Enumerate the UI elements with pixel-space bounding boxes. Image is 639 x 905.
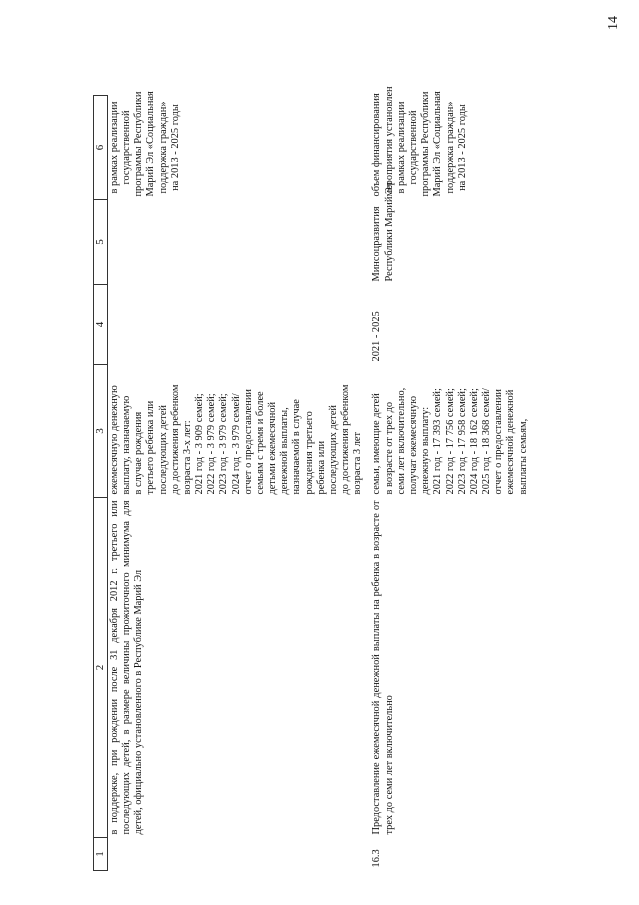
indicator-line: семьям с тремя и более — [254, 391, 266, 495]
indicator-line: 2022 год - 17 756 семей; — [444, 388, 456, 495]
source-line: Марий Эл «Социальная — [145, 91, 157, 197]
row-number — [107, 838, 365, 871]
measure-description: в поддержке, при рождении после 31 декабря 2012 г. третьего или последующих детей, в размере величины прожиточного минимума для детей, официально установленного в Республике Марий Эл — [108, 500, 145, 835]
indicator-line: третьего ребенка или — [145, 400, 157, 495]
indicator-line: 2024 год - 18 162 семей; — [468, 388, 480, 495]
indicator-line: 2022 год - 3 979 семей; — [206, 393, 218, 495]
indicator-line: возраста 3-х лет: — [181, 420, 193, 495]
source-line: поддержка граждан» — [444, 101, 456, 194]
table-row — [365, 96, 530, 871]
indicator-line: детьми ежемесячной — [267, 401, 279, 495]
indicator-line: до достижения ребенком — [169, 384, 181, 495]
source-line: на 2013 - 2025 годы — [169, 104, 181, 191]
source-line: программы Республики — [420, 91, 432, 197]
indicator-line: 2021 год - 17 393 семей; — [432, 388, 444, 495]
row-number: 16.3 — [371, 849, 383, 868]
executor-line: Республики Марий Эл — [383, 182, 395, 282]
indicator-line: в возрасте от трех до — [383, 401, 395, 495]
executor-cell — [365, 182, 530, 285]
source-line: в рамках реализации — [108, 101, 120, 194]
indicator-line: денежной выплаты, — [279, 407, 291, 495]
source-line: на 2013 - 2025 годы — [456, 104, 468, 191]
source-line: в рамках реализации — [395, 101, 407, 194]
source-line: поддержка граждан» — [157, 101, 169, 194]
indicator-line: получат ежемесячную — [407, 395, 419, 495]
column-header: 5 — [94, 200, 108, 285]
indicator-line: денежную выплату: — [420, 406, 432, 495]
indicator-line: последующих детей — [327, 405, 339, 495]
indicator-line: семи лет включительно, — [395, 387, 407, 495]
page-number: 14 — [606, 16, 621, 30]
indicator-line: до достижения ребенком — [340, 384, 352, 495]
indicator-line: отчет о предоставлении — [242, 389, 254, 495]
source-line: Марий Эл «Социальная — [432, 91, 444, 197]
source-line: государственной — [121, 110, 133, 185]
column-header: 6 — [94, 96, 108, 200]
source-cell — [365, 86, 530, 200]
column-header: 3 — [94, 365, 108, 498]
indicator-line: возраста 3 лет — [352, 431, 364, 495]
column-header: 1 — [94, 838, 108, 871]
column-number-row — [94, 96, 108, 871]
indicator-line: ежемесячной денежной — [505, 389, 517, 495]
indicator-cell — [107, 365, 365, 498]
table-row — [107, 96, 365, 871]
indicator-line: 2024 год - 3 979 семей/ — [230, 393, 242, 495]
executor-cell — [107, 200, 365, 285]
source-line: государственной — [407, 110, 419, 185]
indicator-line: ежемесячную денежную — [108, 385, 120, 495]
executor-line: Минсоцразвития — [371, 206, 383, 282]
indicator-line: отчет о предоставлении — [493, 389, 505, 495]
indicator-line: 2023 год - 3 979 семей; — [218, 393, 230, 495]
period-cell — [107, 285, 365, 365]
source-line: программы Республики — [133, 91, 145, 197]
indicator-line: назначаемой в случае — [291, 399, 303, 495]
measure-description: Предоставление ежемесячной денежной выплаты на ребенка в возрасте от трех до семи лет включительно — [371, 500, 395, 835]
rotated-table-page — [93, 86, 561, 871]
indicator-line: последующих детей — [157, 405, 169, 495]
measures-table — [93, 86, 531, 871]
indicator-line: рождения третьего — [303, 411, 315, 495]
period-cell: 2021 - 2025 — [371, 311, 383, 362]
indicator-line: 2021 год - 3 909 семей; — [194, 393, 206, 495]
source-line: объем финансирования — [371, 93, 383, 197]
indicator-line: 2025 год - 18 368 семей/ — [481, 388, 493, 495]
source-line: мероприятия установлен — [383, 86, 395, 197]
indicator-line: выплату, назначаемую — [121, 395, 133, 495]
indicator-line: ребенка или — [315, 440, 327, 495]
indicator-line: в случае рождения — [133, 411, 145, 495]
column-header: 2 — [94, 498, 108, 838]
indicator-line: семьи, имеющие детей — [371, 393, 383, 495]
indicator-line: 2023 год - 17 958 семей; — [456, 388, 468, 495]
indicator-cell — [365, 365, 530, 498]
indicator-line: выплаты семьям, — [517, 418, 529, 495]
column-header: 4 — [94, 285, 108, 365]
source-cell — [107, 91, 365, 200]
